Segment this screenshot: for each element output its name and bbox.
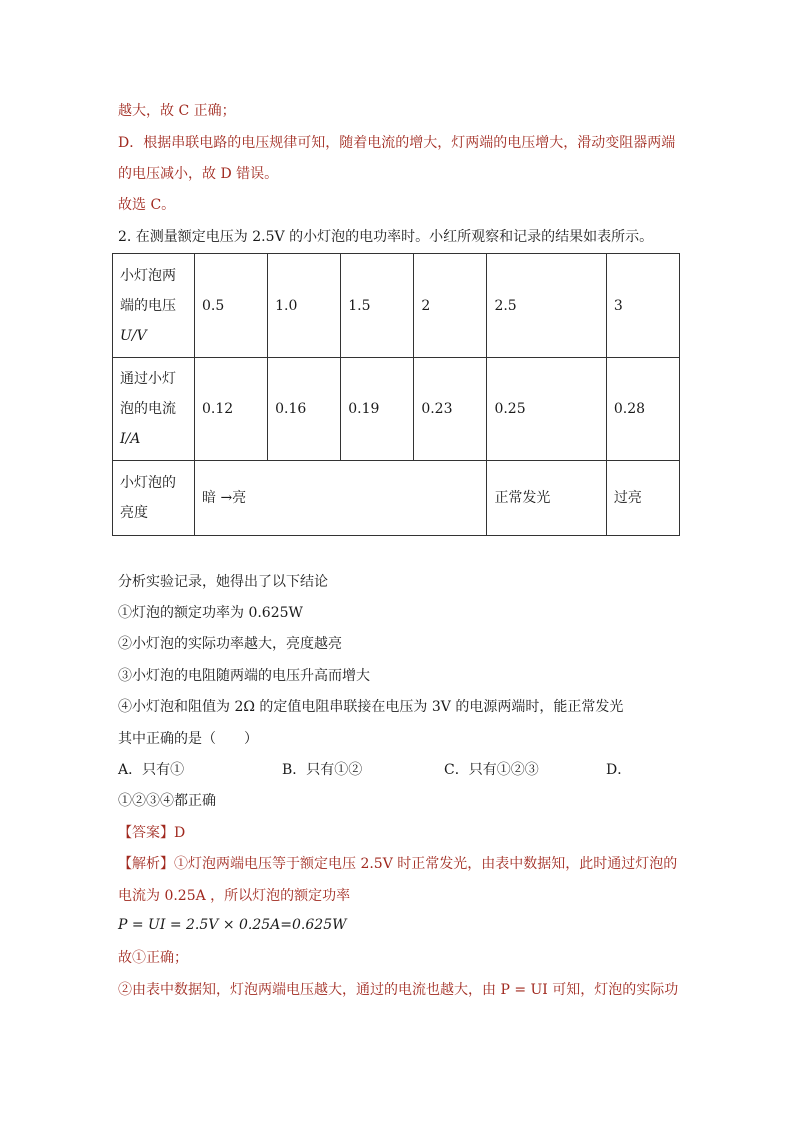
line-3: 的电压减小，故 D 错误。: [118, 166, 279, 182]
row-header-line: 小灯泡两: [120, 267, 176, 284]
row-header: [113, 358, 195, 461]
question-2: 2. 在测量额定电压为 2.5V 的小灯泡的电功率时。小红所观察和记录的结果如表所示。: [118, 229, 654, 245]
conclusion-1: ①灯泡的额定功率为 0.625W: [118, 605, 303, 621]
row-header-line: U/V: [120, 327, 147, 344]
option-d: D．: [606, 762, 632, 778]
table-cell: 0.16: [268, 358, 341, 461]
table-cell: 0.25: [487, 358, 606, 461]
row-header-line: 通过小灯: [120, 371, 176, 387]
table-cell: 0.5: [195, 254, 268, 358]
table-cell: 2.5: [487, 254, 606, 358]
conclusion-2: ②小灯泡的实际功率越大，亮度越亮: [118, 636, 342, 652]
row-header-line: 亮度: [120, 505, 148, 521]
data-table: [112, 253, 680, 536]
table-cell: 1.0: [268, 254, 341, 358]
option-c: C．只有①②③: [444, 762, 539, 778]
line-1: 越大，故 C 正确；: [118, 103, 236, 119]
answer: 【答案】D: [118, 825, 186, 841]
row-header-line: I/A: [120, 431, 141, 447]
option-d-text: ①②③④都正确: [118, 793, 216, 809]
table-cell: 1.5: [341, 254, 414, 358]
conclusion-4: ④小灯泡和阻值为 2Ω 的定值电阻串联接在电压为 3V 的电源两端时，能正常发光: [118, 699, 624, 715]
analysis-line-1: [118, 854, 677, 874]
row-header: [113, 254, 195, 358]
analysis-line-2: 电流为 0.25A ，所以灯泡的额定功率: [118, 888, 351, 904]
row-header-line: 小灯泡的: [120, 475, 176, 491]
table-cell: 0.28: [606, 358, 679, 461]
table-cell: 0.23: [414, 358, 487, 461]
table-cell: 暗 →亮: [195, 461, 487, 536]
conclusion-check: 故①正确；: [118, 950, 188, 966]
formula: P = UI = 2.5V × 0.25A=0.625W: [118, 917, 347, 933]
table-cell: 3: [606, 254, 679, 358]
table-row: [113, 461, 680, 536]
table-cell: 正常发光: [487, 461, 606, 536]
line-2: D．根据串联电路的电压规律可知，随着电流的增大，灯两端的电压增大，滑动变阻器两端: [118, 135, 676, 151]
line-4: 故选 C。: [118, 197, 176, 213]
conclusion-3: ③小灯泡的电阻随两端的电压升高而增大: [118, 668, 370, 684]
table-cell: 0.12: [195, 358, 268, 461]
table-cell: 0.19: [341, 358, 414, 461]
analysis-line-3: ②由表中数据知，灯泡两端电压越大，通过的电流也越大，由 P = UI 可知，灯泡的实际功: [118, 982, 679, 998]
analysis-tag: 【解析】: [118, 856, 174, 872]
row-header-line: 端的电压: [120, 297, 176, 314]
row-header-line: 泡的电流: [120, 401, 176, 417]
analysis-text: ①灯泡两端电压等于额定电压 2.5V 时正常发光，由表中数据知，此时通过灯泡的: [174, 856, 678, 872]
question-prompt: 其中正确的是（ ）: [118, 731, 258, 747]
row-header: [113, 461, 195, 536]
body-line: 分析实验记录，她得出了以下结论: [118, 574, 328, 590]
table-row: [113, 358, 680, 461]
option-b: B．只有①②: [282, 762, 363, 778]
table-row: [113, 254, 680, 358]
table-cell: 2: [414, 254, 487, 358]
table-cell: 过亮: [606, 461, 679, 536]
option-a: A．只有①: [118, 762, 185, 778]
